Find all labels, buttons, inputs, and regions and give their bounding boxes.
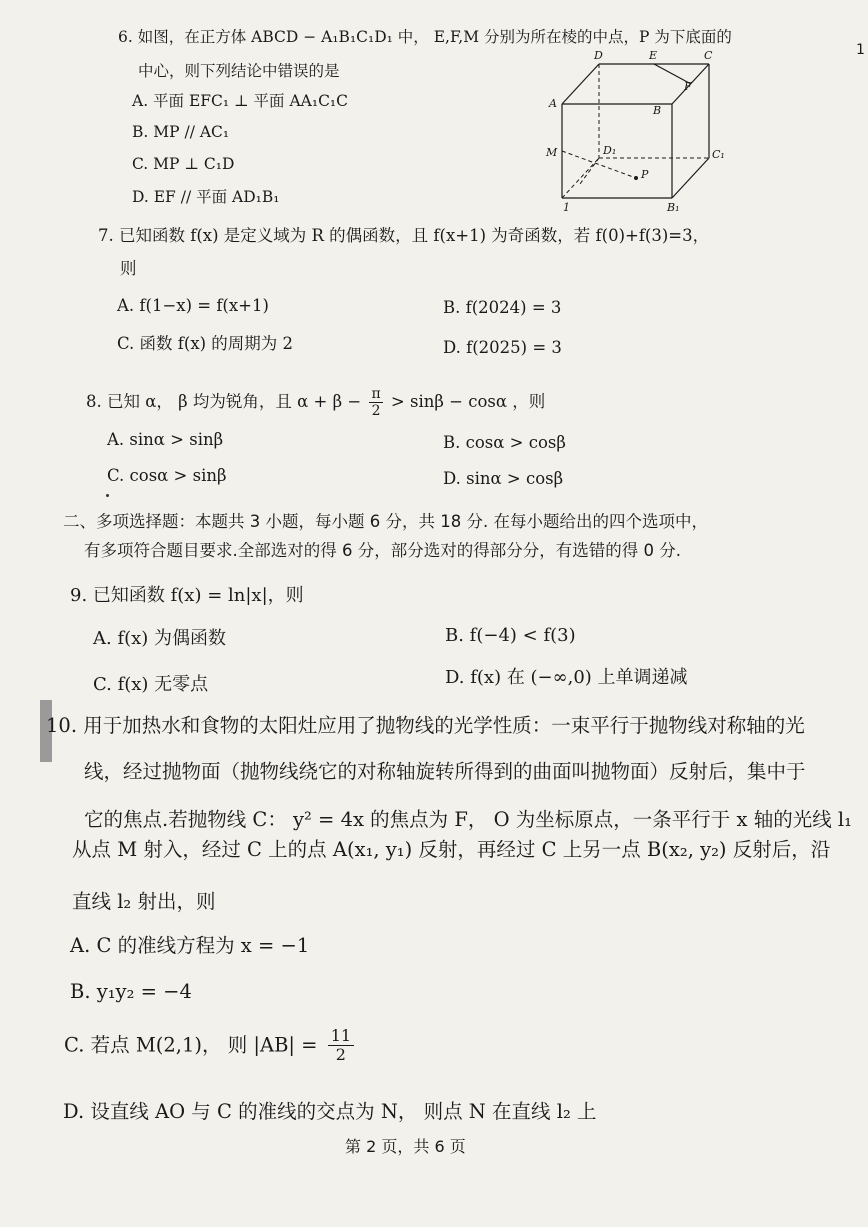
page-number: 第 2 页，共 6 页 xyxy=(345,1137,466,1156)
label-C1: C₁ xyxy=(712,148,725,161)
q10-stem-line2: 线，经过抛物面（抛物线绕它的对称轴旋转所得到的曲面叫抛物面）反射后，集中于 xyxy=(84,760,806,783)
q6-option-d: D. EF // 平面 AD₁B₁ xyxy=(132,188,280,206)
q6-option-c: C. MP ⊥ C₁D xyxy=(132,155,235,173)
q8-fraction-den: 2 xyxy=(371,403,381,420)
q8-fraction xyxy=(369,386,382,419)
label-E: E xyxy=(649,49,658,62)
q8-stem-part1: 8. 已知 α， β 均为锐角，且 α + β − xyxy=(86,392,362,412)
label-B: B xyxy=(653,104,662,117)
q6-option-b: B. MP // AC₁ xyxy=(132,123,230,141)
cube-figure xyxy=(536,48,746,218)
q7-stem-cont: 则 xyxy=(120,259,137,278)
q10-stem-line5: 直线 l₂ 射出，则 xyxy=(72,890,216,913)
q8-fraction-num: π xyxy=(371,386,381,402)
q9-stem: 9. 已知函数 f(x) = ln|x|，则 xyxy=(70,585,304,606)
q8-option-d: D. sinα > cosβ xyxy=(443,469,564,488)
q10-fraction xyxy=(328,1027,354,1065)
point-P xyxy=(634,176,638,180)
q9-option-b: B. f(−4) < f(3) xyxy=(445,625,576,646)
label-D: D xyxy=(594,49,603,62)
label-D1: D₁ xyxy=(603,144,617,157)
label-B1: B₁ xyxy=(667,201,680,214)
q9-option-c: C. f(x) 无零点 xyxy=(93,674,209,695)
q6-option-a: A. 平面 EFC₁ ⊥ 平面 AA₁C₁C xyxy=(132,92,349,110)
edge-B1C1 xyxy=(672,158,709,198)
label-C: C xyxy=(704,49,713,62)
segment-D1-diag xyxy=(580,158,599,184)
q7-option-d: D. f(2025) = 3 xyxy=(443,338,562,357)
q10-option-d: D. 设直线 AO 与 C 的准线的交点为 N， 则点 N 在直线 l₂ 上 xyxy=(63,1100,597,1123)
q7-option-b: B. f(2024) = 3 xyxy=(443,298,562,317)
q6-stem-cont: 中心，则下列结论中错误的是 xyxy=(138,62,340,80)
q9-option-a: A. f(x) 为偶函数 xyxy=(93,628,227,649)
q10-option-c xyxy=(64,1027,354,1065)
q8-stem xyxy=(86,386,545,419)
q10-option-a: A. C 的准线方程为 x = −1 xyxy=(70,934,310,957)
q10-stem-line1: 10. 用于加热水和食物的太阳灶应用了抛物线的光学性质：一束平行于抛物线对称轴的光 xyxy=(46,714,805,737)
q8-stem-part2: > sinβ − cosα ，则 xyxy=(390,392,546,412)
label-A: A xyxy=(549,97,557,110)
q7-option-a: A. f(1−x) = f(x+1) xyxy=(117,296,269,315)
q10-stem-line4: 从点 M 射入，经过 C 上的点 A(x₁, y₁) 反射，再经过 C 上另一点 B(x₂, y₂) 反射后，沿 xyxy=(72,838,831,861)
section2-heading-line1: 二、多项选择题：本题共 3 小题，每小题 6 分，共 18 分. 在每小题给出的四个选项中， xyxy=(63,512,708,531)
label-A1: 1 xyxy=(563,201,570,214)
q10-fraction-den: 2 xyxy=(335,1045,346,1065)
q10-option-b: B. y₁y₂ = −4 xyxy=(70,980,192,1003)
q10-fraction-num: 11 xyxy=(328,1027,354,1046)
page-edge-mark: 1 xyxy=(856,42,865,58)
label-M: M xyxy=(546,146,558,159)
label-P: P xyxy=(641,168,649,181)
edge-AD xyxy=(562,64,599,104)
q10-option-c-text: C. 若点 M(2,1)， 则 |AB| = xyxy=(64,1033,318,1057)
q8-option-a: A. sinα > sinβ xyxy=(107,430,224,449)
q9-option-d: D. f(x) 在 (−∞,0) 上单调递减 xyxy=(445,667,688,688)
q7-option-c: C. 函数 f(x) 的周期为 2 xyxy=(117,334,294,353)
q7-stem: 7. 已知函数 f(x) 是定义域为 R 的偶函数，且 f(x+1) 为奇函数，若 f(0)+f(3)=3， xyxy=(98,226,710,245)
label-F: F xyxy=(684,80,692,93)
q8-option-b: B. cosα > cosβ xyxy=(443,433,566,452)
q10-stem-line3: 它的焦点.若抛物线 C： y² = 4x 的焦点为 F， O 为坐标原点，一条平行于 x 轴的光线 l₁ xyxy=(84,808,852,831)
q6-stem: 6. 如图，在正方体 ABCD − A₁B₁C₁D₁ 中， E,F,M 分别为所在棱的中点，P 为下底面的 xyxy=(118,28,732,46)
stray-dot xyxy=(106,494,109,497)
q8-option-c: C. cosα > sinβ xyxy=(107,466,227,485)
hidden-edge-A1D1 xyxy=(562,158,599,198)
section2-heading-line2: 有多项符合题目要求.全部选对的得 6 分，部分选对的得部分分，有选错的得 0 分. xyxy=(84,541,681,560)
